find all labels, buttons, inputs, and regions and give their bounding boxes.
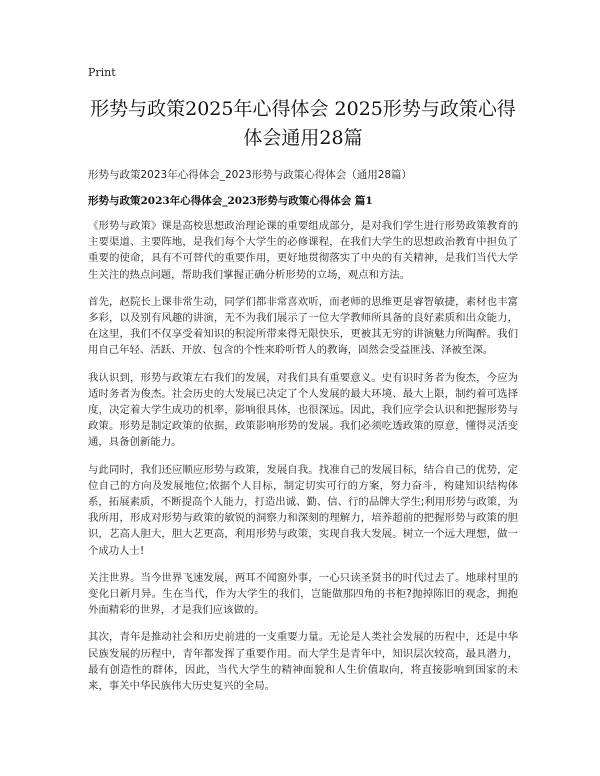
paragraph-3: 我认识到，形势与政策左右我们的发展，对我们具有重要意义。史有识时务者为俊杰，今应为适时务者为俊杰。社会历史的大发展已决定了个人发展的最大环境、最大上限，制约着可选择度，决定着大学生成功的机率，影响很具体，也很深远。因此，我们应学会认识和把握形势与政策。形势是制定政策的依据，政策影响形势的发展。我们必须吃透政策的原意，懂得灵活变通，具备创新能力。 bbox=[88, 371, 518, 449]
paragraph-6: 其次，青年是推动社会和历史前进的一支重要力量。无论是人类社会发展的历程中，还是中华民族发展的历程中，青年都发挥了重要作用。而大学生是青年中，知识层次较高，最具潜力，最有创造性的群体，因此，当代大学生的精神面貌和人生价值取向，将直接影响到国家的未来，事关中华民族伟大历史复兴的全局。 bbox=[88, 631, 518, 693]
paragraph-1: 《形势与政策》课是高校思想政治理论课的重要组成部分，是对我们学生进行形势政策教育的主要渠道、主要阵地，是我们每个大学生的必修课程，在我们大学生的思想政治教育中担负了重要的使命，具有不可替代的重要作用，更好地贯彻落实了中央的有关精神，是我们当代大学生关注的热点问题，帮助我们掌握正确分析形势的立场，观点和方法。 bbox=[88, 220, 518, 281]
paragraph-4: 与此同时，我们还应顺应形势与政策，发展自我。找准自己的发展目标，结合自己的优势，定位自己的方向及发展地位;依据个人目标，制定切实可行的方案，努力奋斗，构建知识结构体系，拓展素质，不断提高个人能力，打造出诚、勤、信、行的品牌大学生;利用形势与政策，为我所用，形成对形势与政策的敏锐的洞察力和深刻的理解力，培养超前的把握形势与政策的胆识，艺高人胆大，胆大艺更高，利用形势与政策，实现自我大发展。树立一个远大理想，做一个成功人士! bbox=[88, 463, 518, 557]
document-title: 形势与政策2025年心得体会 2025形势与政策心得体会通用28篇 bbox=[90, 98, 516, 149]
document-subtitle: 形势与政策2023年心得体会_2023形势与政策心得体会（通用28篇） bbox=[88, 169, 413, 181]
document-page bbox=[88, 66, 518, 705]
print-label: Print bbox=[88, 66, 116, 79]
paragraph-5: 关注世界。当今世界飞速发展，两耳不闻窗外事，一心只读圣贤书的时代过去了。地球村里的变化日新月异。生在当代，作为大学生的我们，岂能做那四角的书柜?抛掉陈旧的观念，拥抱外面精彩的世界，才是我们应该做的。 bbox=[88, 571, 518, 617]
paragraph-2: 首先，赵院长上课非常生动，同学们都非常喜欢听，而老师的思维更是睿智敏捷，素材也丰富多彩，以及别有风趣的讲演，无不为我们展示了一位大学教师所具备的良好素质和出众能力，在这里，我们不仅享受着知识的积淀所带来得无限快乐，更被其无穷的讲演魅力所陶醉。我们用自己年轻、活跃、开放、包含的个性来聆听哲人的教诲，固然会受益匪浅、泽被至深。 bbox=[88, 295, 518, 357]
section-heading: 形势与政策2023年心得体会_2023形势与政策心得体会 篇1 bbox=[88, 195, 373, 207]
